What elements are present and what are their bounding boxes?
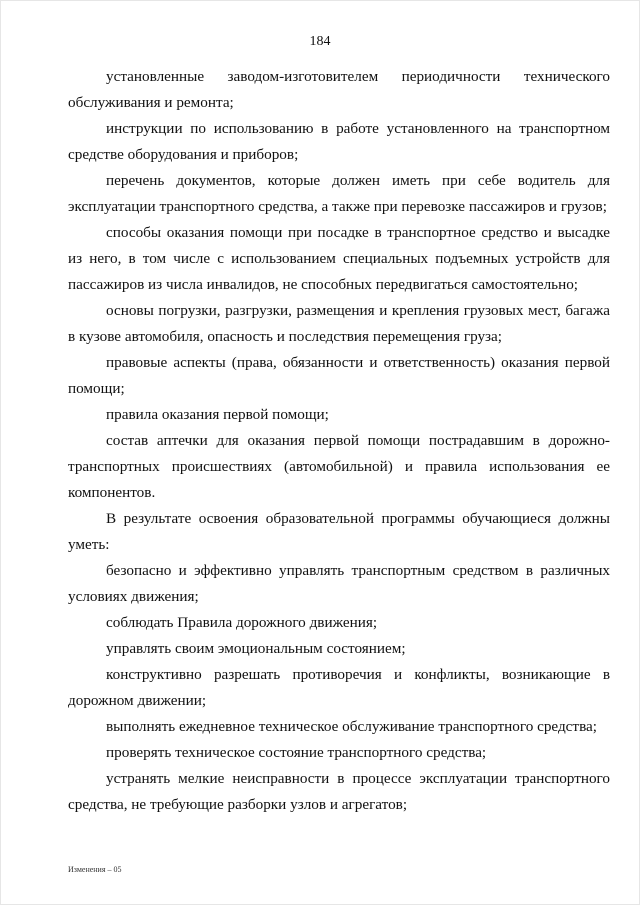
paragraph: способы оказания помощи при посадке в транспортное средство и высадке из него, в том числе с использованием специальных подъемных устройств для пассажиров из числа инвалидов, не способных передвигаться самостоятельно; xyxy=(68,224,610,293)
paragraph: безопасно и эффективно управлять транспортным средством в различных условиях движения; xyxy=(68,562,610,605)
paragraph: правила оказания первой помощи; xyxy=(106,406,329,423)
paragraph: основы погрузки, разгрузки, размещения и крепления грузовых мест, багажа в кузове автомобиля, опасность и последствия перемещения груза; xyxy=(68,302,610,345)
paragraph: состав аптечки для оказания первой помощи пострадавшим в дорожно-транспортных происшествиях (автомобильной) и правила использования ее компонентов. xyxy=(68,432,610,501)
paragraph: инструкции по использованию в работе установленного на транспортном средстве оборудования и приборов; xyxy=(68,120,610,163)
paragraph: проверять техническое состояние транспортного средства; xyxy=(106,744,487,761)
paragraph: установленные заводом-изготовителем периодичности технического обслуживания и ремонта; xyxy=(68,68,610,111)
paragraph: выполнять ежедневное техническое обслуживание транспортного средства; xyxy=(106,718,597,735)
footer-revision: Изменения – 05 xyxy=(68,865,122,874)
paragraph: В результате освоения образовательной программы обучающиеся должны уметь: xyxy=(68,510,610,553)
paragraph: перечень документов, которые должен иметь при себе водитель для эксплуатации транспортного средства, а также при перевозке пассажиров и грузов; xyxy=(68,172,610,215)
paragraph: конструктивно разрешать противоречия и конфликты, возникающие в дорожном движении; xyxy=(68,666,610,709)
paragraph: правовые аспекты (права, обязанности и ответственность) оказания первой помощи; xyxy=(68,354,610,397)
paragraph: устранять мелкие неисправности в процессе эксплуатации транспортного средства, не требующие разборки узлов и агрегатов; xyxy=(68,770,610,813)
paragraph: управлять своим эмоциональным состоянием; xyxy=(106,640,406,657)
paragraph: соблюдать Правила дорожного движения; xyxy=(106,614,378,631)
page-number: 184 xyxy=(309,34,331,49)
body-text xyxy=(68,64,610,818)
